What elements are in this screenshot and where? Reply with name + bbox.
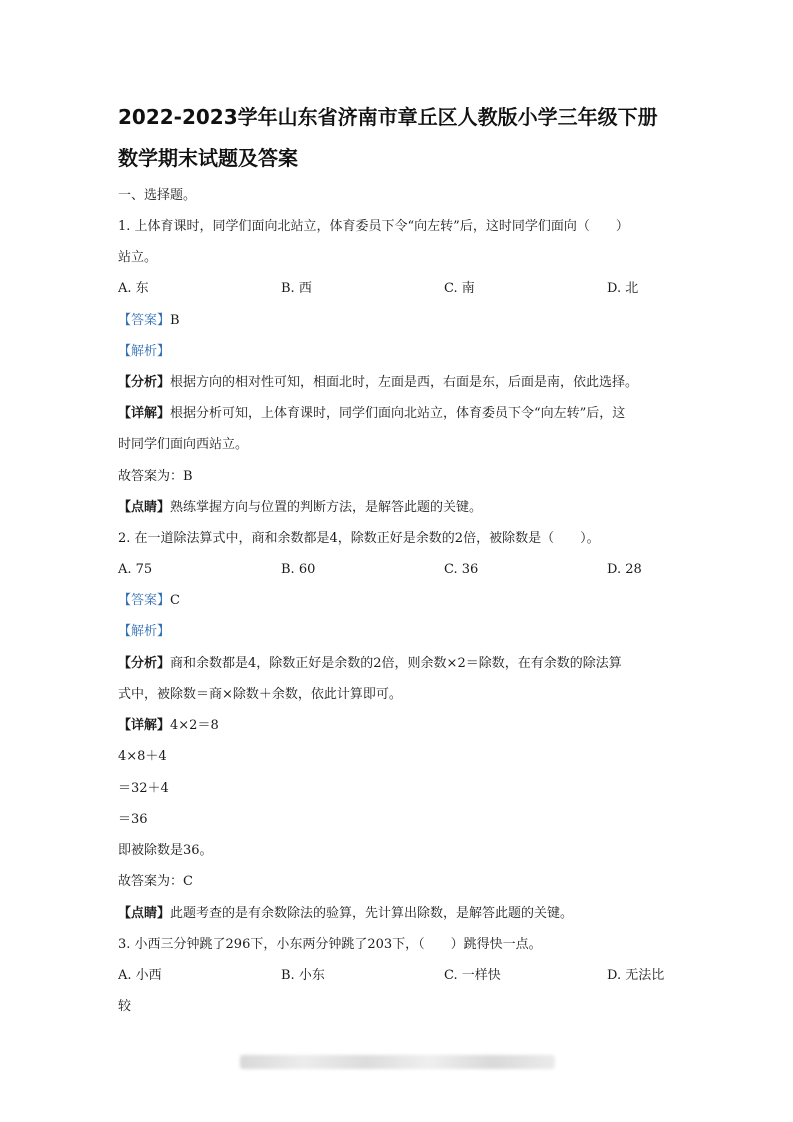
q1-dianjing (118, 499, 482, 517)
q1-fenxi-text: 根据方向的相对性可知，相面北时，左面是西，右面是东，后面是南，依此选择。 (170, 375, 639, 390)
q2-option-d: D. 28 (607, 562, 642, 577)
q2-xiangjie (118, 717, 219, 735)
q2-xiangjie-text: 4×2＝8 (170, 718, 219, 733)
q2-fenxi (118, 655, 622, 673)
q3-option-a: A. 小西 (118, 968, 162, 983)
q1-option-a: A. 东 (118, 281, 149, 296)
q1-fenxi (118, 374, 638, 392)
q2-answer-value: C (170, 593, 180, 608)
section-heading: 一、选择题。 (118, 188, 197, 203)
q3-option-d-wrap: 较 (118, 999, 132, 1014)
q1-answer-value: B (170, 313, 180, 328)
q2-option-c: C. 36 (444, 562, 479, 577)
xiangjie-tag: 【详解】 (118, 718, 171, 733)
q1-option-d: D. 北 (607, 281, 639, 296)
q1-dianjing-text: 熟练掌握方向与位置的判断方法，是解答此题的关键。 (170, 500, 483, 515)
q3-option-d: D. 无法比 (607, 968, 665, 983)
q1-xiangjie-text: 根据分析可知，上体育课时，同学们面向北站立，体育委员下令“向左转”后，这 (170, 406, 626, 421)
q2-fenxi-line-2: 式中，被除数＝商×除数＋余数，依此计算即可。 (118, 687, 402, 702)
q1-option-b: B. 西 (281, 281, 312, 296)
q3-stem: 3. 小西三分钟跳了296下，小东两分钟跳了203下，（ ）跳得快一点。 (118, 937, 542, 952)
q1-jiexi-tag: 【解析】 (118, 344, 171, 359)
q2-calc-step-2: ＝32＋4 (118, 781, 169, 796)
q2-final-answer: 故答案为：C (118, 874, 193, 889)
q2-option-b: B. 60 (281, 562, 316, 577)
q1-answer (118, 312, 180, 330)
q3-option-c: C. 一样快 (444, 968, 501, 983)
fenxi-tag: 【分析】 (118, 375, 171, 390)
q2-stem: 2. 在一道除法算式中，商和余数都是4，除数正好是余数的2倍，被除数是（ ）。 (118, 531, 600, 546)
blurred-footer-watermark (240, 1055, 555, 1069)
q2-jiexi-tag: 【解析】 (118, 624, 171, 639)
q2-dianjing-text: 此题考查的是有余数除法的验算，先计算出除数，是解答此题的关键。 (170, 906, 574, 921)
answer-tag: 【答案】 (118, 593, 171, 608)
xiangjie-tag: 【详解】 (118, 406, 171, 421)
q2-calc-step-1: 4×8＋4 (118, 749, 167, 764)
dianjing-tag: 【点睛】 (118, 500, 171, 515)
document-title-line-1: 2022-2023学年山东省济南市章丘区人教版小学三年级下册 (118, 105, 658, 129)
document-title-line-2: 数学期末试题及答案 (118, 146, 298, 170)
q1-option-c: C. 南 (444, 281, 475, 296)
q2-answer (118, 592, 180, 610)
q1-xiangjie-line-2: 时同学们面向西站立。 (118, 437, 249, 452)
fenxi-tag: 【分析】 (118, 656, 171, 671)
q2-conclusion: 即被除数是36。 (118, 843, 213, 858)
dianjing-tag: 【点睛】 (118, 906, 171, 921)
q2-calc-step-3: ＝36 (118, 812, 148, 827)
q1-final-answer: 故答案为：B (118, 469, 193, 484)
q2-option-a: A. 75 (118, 562, 153, 577)
q1-xiangjie (118, 405, 625, 423)
q1-stem-line-2: 站立。 (118, 250, 158, 265)
q3-option-b: B. 小东 (281, 968, 325, 983)
answer-tag: 【答案】 (118, 313, 171, 328)
q2-fenxi-text: 商和余数都是4，除数正好是余数的2倍，则余数×2＝除数，在有余数的除法算 (170, 656, 622, 671)
q2-dianjing (118, 905, 573, 923)
q1-stem-line-1: 1. 上体育课时，同学们面向北站立，体育委员下令“向左转”后，这时同学们面向（ ） (118, 219, 629, 234)
